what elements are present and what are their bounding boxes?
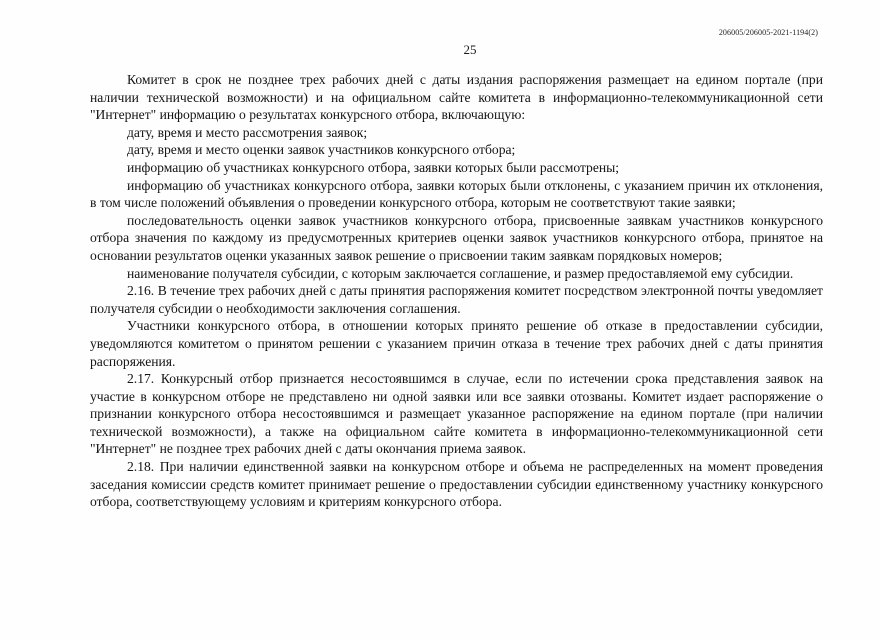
document-id: 206005/206005-2021-1194(2) [718, 28, 818, 37]
paragraph-evaluation-date: дату, время и место оценки заявок участников конкурсного отбора; [127, 142, 516, 158]
paragraph-review-date: дату, время и место рассмотрения заявок; [127, 124, 368, 140]
paragraph-recipient-name: наименование получателя субсидии, с которым заключается соглашение, и размер предоставляемой ему субсидии. [127, 265, 794, 281]
paragraph-evaluation-sequence: последовательность оценки заявок участников конкурсного отбора, присвоенные заявкам участников конкурсного отбора значения по каждому из предусмотренных критериев оценки заявок участников конкурсного отбора, принятое на основании результатов оценки указанных заявок решение о присвоении таким заявкам порядковых номеров; [90, 212, 823, 263]
paragraph-2-16: 2.16. В течение трех рабочих дней с даты принятия распоряжения комитет посредством электронной почты уведомляет получателя субсидии о необходимости заключения соглашения. [90, 283, 823, 316]
paragraph-reviewed-participants: информацию об участниках конкурсного отбора, заявки которых были рассмотрены; [127, 159, 620, 175]
paragraph-2-17: 2.17. Конкурсный отбор признается несостоявшимся в случае, если по истечении срока представления заявок на участие в конкурсном отборе не представлено ни одной заявки или все заявки отозваны. Комитет издает распоряжение о признании конкурсного отбора несостоявшимся и размещает указанное распоряжение на едином портале (при наличии технической возможности), а также на официальном сайте комитета в информационно-телекоммуникационной сети "Интернет" не позднее трех рабочих дней с даты окончания приема заявок. [90, 371, 823, 457]
document-body [90, 71, 823, 511]
page-number: 25 [463, 42, 477, 57]
paragraph-rejected-participants: информацию об участниках конкурсного отбора, заявки которых были отклонены, с указанием причин их отклонения, в том числе положений объявления о проведении конкурсного отбора, которым не соответствуют такие заявки; [90, 177, 823, 211]
paragraph-2-18: 2.18. При наличии единственной заявки на конкурсном отборе и объема не распределенных на момент проведения заседания комиссии средств комитет принимает решение о предоставлении субсидии единственному участнику конкурсного отбора, соответствующему условиям и критериям конкурсного отбора. [90, 459, 823, 510]
paragraph-results-intro: Комитет в срок не позднее трех рабочих дней с даты издания распоряжения размещает на едином портале (при наличии технической возможности) и на официальном сайте комитета в информационно-телекоммуникационной сети "Интернет" информацию о результатах конкурсного отбора, включающую: [90, 72, 823, 123]
paragraph-refusal-notice: Участники конкурсного отбора, в отношении которых принято решение об отказе в предоставлении субсидии, уведомляются комитетом о принятом решении с указанием причин отказа в течение трех рабочих дней с даты принятия распоряжения. [90, 318, 823, 369]
